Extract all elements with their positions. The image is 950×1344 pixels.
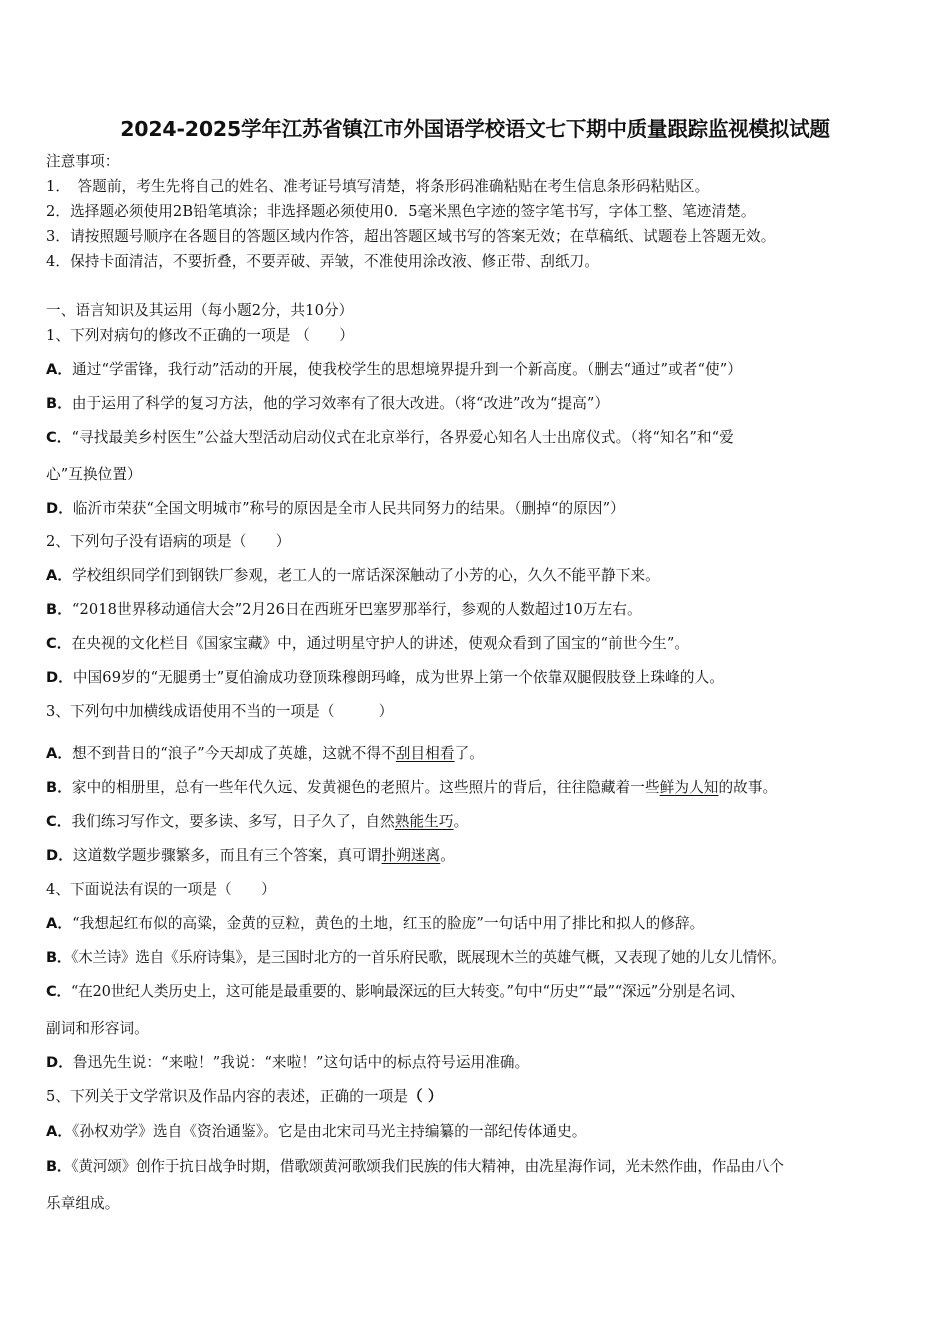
q1-stem: 1、下列对病句的修改不正确的一项是 （ ） [46,327,355,344]
option-text: 的故事。 [718,779,778,796]
option-text: 临沂市荣获“全国文明城市”称号的原因是全市人民共同努力的结果。（删掉“的原因”） [72,500,625,517]
option-label: B． [46,949,72,966]
q1-option-c-cont: 心”互换位置） [46,466,142,483]
underlined-idiom: 熟能生巧 [394,813,454,830]
option-text: 《孙权劝学》选自《资治通鉴》。它是由北宋司马光主持编纂的一部纪传体通史。 [72,1123,587,1140]
exam-title: 2024-2025学年江苏省镇江市外国语学校语文七下期中质量跟踪监视模拟试题 [120,117,830,141]
q1-option-c [46,428,734,448]
q5-option-a [46,1122,586,1142]
notice-item-2: 2．选择题必须使用2B铅笔填涂；非选择题必须使用0．5毫米黑色字迹的签字笔书写，字体工整、笔迹清楚。 [46,203,756,220]
option-label: D． [46,500,73,517]
q2-option-a [46,566,660,586]
option-label: C． [46,429,72,446]
option-text: “2018世界移动通信大会”2月26日在西班牙巴塞罗那举行，参观的人数超过10万左右。 [71,601,642,618]
q2-option-d [46,668,724,688]
option-label: B． [46,1158,72,1175]
option-text: 由于运用了科学的复习方法，他的学习效率有了很大改进。（将“改进”改为“提高”） [71,395,610,412]
q3-option-c [46,812,468,832]
option-label: B． [46,395,72,412]
q4-option-b [46,948,786,968]
option-label: D． [46,847,73,864]
q2-stem: 2、下列句子没有语病的项是（ ） [46,533,291,550]
notice-item-4: 4．保持卡面清洁，不要折叠，不要弄破、弄皱，不准使用涂改液、修正带、刮纸刀。 [46,253,600,270]
option-text: “我想起红布似的高粱，金黄的豆粒，黄色的土地，红玉的脸庞”一句话中用了排比和拟人的修辞。 [72,915,705,932]
option-text: 《木兰诗》选自《乐府诗集》，是三国时北方的一首乐府民歌，既展现木兰的英雄气概，又表现了她的儿女儿情怀。 [71,949,786,966]
q3-option-d [46,846,455,866]
section-heading: 一、语言知识及其运用（每小题2分，共10分） [46,302,354,319]
q2-option-b [46,600,642,620]
q3-stem: 3、下列句中加横线成语使用不当的一项是（ ） [46,703,394,720]
option-text: 这道数学题步骤繁多，而且有三个答案，真可谓 [72,847,382,864]
option-label: B． [46,601,72,618]
q4-option-a [46,914,704,934]
q5-stem-text: 5、下列关于文学常识及作品内容的表述，正确的一项是 [46,1088,409,1105]
q3-option-b [46,778,777,798]
q5-option-b-cont: 乐章组成。 [46,1195,120,1212]
option-label: A． [46,745,73,762]
option-text: 鲁迅先生说：“来啦！”我说：“来啦！”这句话中的标点符号运用准确。 [72,1054,530,1071]
option-text: 我们练习写作文，要多读、多写，日子久了，自然 [71,813,395,830]
underlined-idiom: 鲜为人知 [659,779,719,796]
q1-option-b [46,394,609,414]
option-label: A． [46,915,73,932]
option-label: C． [46,635,72,652]
q1-option-a [46,360,742,380]
option-text: 想不到昔日的“浪子”今天却成了英雄，这就不得不 [72,745,396,762]
q4-stem: 4、下面说法有误的一项是（ ） [46,881,276,898]
q3-option-a [46,744,484,764]
underlined-idiom: 刮目相看 [395,745,455,762]
option-label: A． [46,567,73,584]
option-text: 家中的相册里，总有一些年代久远、发黄褪色的老照片。这些照片的背后，往往隐藏着一些 [71,779,660,796]
q5-option-b [46,1157,784,1177]
q5-stem [46,1087,443,1107]
underlined-idiom: 扑朔迷离 [381,847,441,864]
option-label: D． [46,1054,73,1071]
q4-option-d [46,1053,529,1073]
option-label: C． [46,983,71,1000]
option-text: 《黄河颂》创作于抗日战争时期，借歌颂黄河歌颂我们民族的伟大精神，由冼星海作词，光未然作曲，作品由八个 [71,1158,784,1175]
option-text: 了。 [454,745,484,762]
notice-item-1: 1． 答题前，考生先将自己的姓名、准考证号填写清楚，将条形码准确粘贴在考生信息条形码粘贴区。 [46,178,710,195]
option-text: “寻找最美乡村医生”公益大型活动启动仪式在北京举行，各界爱心知名人士出席仪式。（将“知名”和“爱 [71,429,734,446]
notice-item-3: 3．请按照题号顺序在各题目的答题区域内作答，超出答题区域书写的答案无效；在草稿纸、试题卷上答题无效。 [46,228,776,245]
option-label: A． [46,1123,73,1140]
option-label: C． [46,813,72,830]
option-text: 学校组织同学们到钢铁厂参观，老工人的一席话深深触动了小芳的心，久久不能平静下来。 [72,567,660,584]
answer-paren: （ ） [408,1088,443,1105]
option-label: A． [46,361,73,378]
q2-option-c [46,634,689,654]
notice-heading: 注意事项： [46,153,120,170]
option-text: 通过“学雷锋，我行动”活动的开展，使我校学生的思想境界提升到一个新高度。（删去“通过”或者“使”） [72,361,742,378]
option-text: 。 [440,847,455,864]
q4-option-c-cont: 副词和形容词。 [46,1020,149,1037]
option-text: 中国69岁的“无腿勇士”夏伯渝成功登顶珠穆朗玛峰，成为世界上第一个依靠双腿假肢登上珠峰的人。 [72,669,724,686]
q4-option-c [46,982,744,1002]
option-label: D． [46,669,73,686]
option-text: “在20世纪人类历史上，这可能是最重要的、影响最深远的巨大转变。”句中“历史”“最”“深远”分别是名词、 [70,983,745,1000]
option-text: 。 [453,813,469,830]
option-label: B． [46,779,72,796]
q1-option-d [46,499,625,519]
option-text: 在央视的文化栏目《国家宝藏》中，通过明星守护人的讲述，使观众看到了国宝的“前世今生”。 [71,635,690,652]
